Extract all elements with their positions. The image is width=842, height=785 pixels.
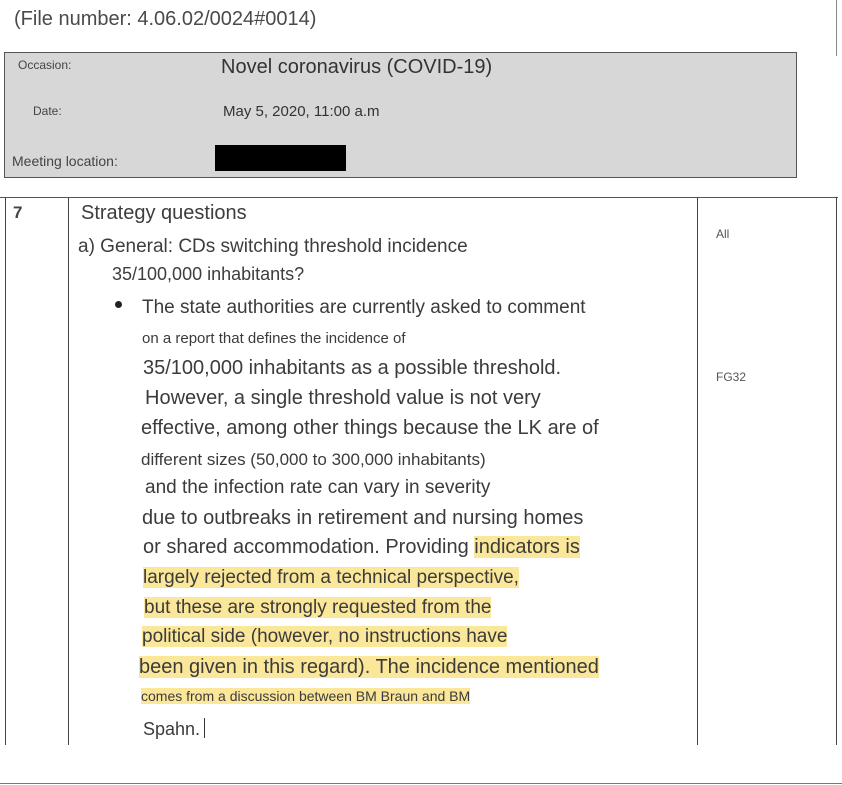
item-number: 7: [13, 203, 23, 222]
occasion-label: Occasion:: [18, 58, 72, 72]
responsible-all: All: [716, 227, 730, 241]
table-column-divider-2: [697, 197, 698, 745]
page-border-right-top: [836, 0, 837, 56]
table-column-divider-1: [68, 197, 69, 745]
body-line-3: 35/100,000 inhabitants as a possible threshold.: [143, 357, 562, 379]
body-line-1: The state authorities are currently asked to comment: [142, 297, 586, 318]
body-line-2: on a report that defines the incidence of: [142, 330, 406, 347]
body-line-4: However, a single threshold value is not very: [145, 387, 541, 409]
sub-item-a-line-1: a) General: CDs switching threshold incidence: [78, 236, 468, 257]
table-right-border: [836, 197, 837, 745]
body-line-8: due to outbreaks in retirement and nursing homes: [142, 507, 584, 529]
body-line-9-highlight: indicators is: [474, 536, 580, 558]
item-title: Strategy questions: [81, 202, 247, 224]
page-bottom-line: [0, 783, 842, 784]
body-line-10: largely rejected from a technical perspective,: [143, 567, 519, 588]
body-line-15-text: Spahn.: [143, 719, 201, 739]
table-top-border: [0, 197, 838, 198]
body-line-14: comes from a discussion between BM Braun and BM: [141, 688, 471, 704]
table-left-border: [5, 197, 6, 745]
body-line-7: and the infection rate can vary in severity: [145, 477, 491, 498]
body-line-9: [143, 536, 580, 559]
sub-item-a-line-2: 35/100,000 inhabitants?: [112, 264, 305, 284]
occasion-value: Novel coronavirus (COVID-19): [221, 56, 493, 78]
redaction-block: [215, 145, 346, 171]
file-number: (File number: 4.06.02/0024#0014): [14, 8, 317, 30]
date-value: May 5, 2020, 11:00 a.m: [223, 103, 380, 120]
body-line-15: [143, 718, 205, 740]
body-line-6: different sizes (50,000 to 300,000 inhabitants): [141, 450, 486, 469]
body-line-11: but these are strongly requested from the: [144, 597, 492, 618]
date-label: Date:: [33, 104, 62, 118]
meeting-location-label: Meeting location:: [12, 153, 118, 169]
bullet-icon: [115, 301, 122, 308]
body-line-12: political side (however, no instructions have: [142, 626, 508, 647]
body-line-5: effective, among other things because the LK are of: [141, 417, 599, 439]
text-cursor-icon: [204, 718, 205, 738]
responsible-fg32: FG32: [716, 370, 747, 384]
body-line-9-plain: or shared accommodation. Providing: [143, 536, 475, 558]
body-line-13: been given in this regard). The incidence mentioned: [139, 656, 599, 678]
